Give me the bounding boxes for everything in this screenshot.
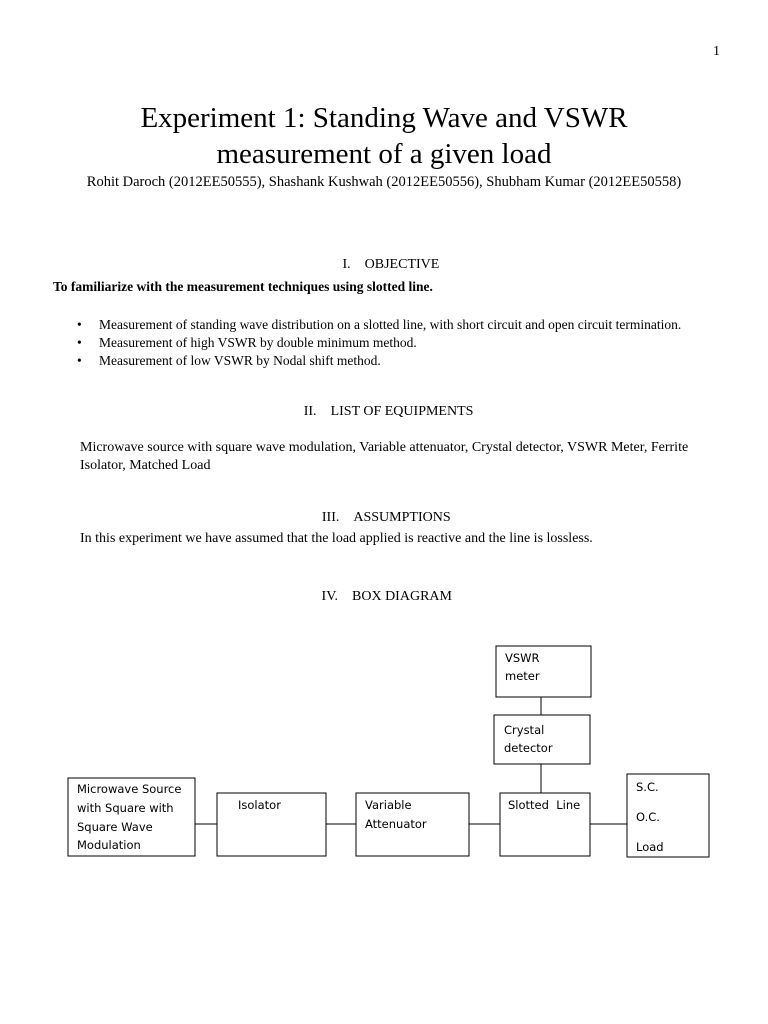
- section-title: ASSUMPTIONS: [353, 510, 451, 525]
- assumptions-text: In this experiment we have assumed that the load applied is reactive and the line is lossless.: [80, 531, 593, 546]
- section-title: OBJECTIVE: [364, 257, 440, 272]
- equipment-text: Microwave source with square wave modulation, Variable attenuator, Crystal detector, VSWR Meter, Ferrite Isolator, Matched Load: [80, 440, 689, 473]
- title-line-2: measurement of a given load: [216, 138, 552, 170]
- section-title: BOX DIAGRAM: [352, 589, 452, 604]
- crystal-detector-label-1: Crystal: [504, 723, 545, 737]
- source-label-2: with Square with: [77, 801, 174, 815]
- bullet-icon: •: [77, 317, 82, 332]
- source-label-4: Modulation: [77, 838, 141, 852]
- page-number: 1: [713, 44, 720, 59]
- authors: Rohit Daroch (2012EE50555), Shashank Kushwah (2012EE50556), Shubham Kumar (2012EE50558): [86, 174, 682, 190]
- section-number: I.: [342, 257, 351, 272]
- source-label-1: Microwave Source: [77, 782, 182, 796]
- objective-lead: To familiarize with the measurement techniques using slotted line.: [53, 279, 433, 294]
- attenuator-label-1: Variable: [365, 798, 412, 812]
- section-number: III.: [321, 510, 340, 525]
- list-item: • Measurement of standing wave distribution on a slotted line, with short circuit and open circuit termination.: [77, 317, 682, 332]
- section-number: II.: [303, 404, 317, 419]
- list-item: • Measurement of low VSWR by Nodal shift method.: [77, 353, 381, 368]
- section-number: IV.: [321, 589, 339, 604]
- load-label-sc: S.C.: [636, 780, 659, 794]
- slotted-line-label: Slotted Line: [508, 798, 581, 812]
- load-label-oc: O.C.: [636, 810, 660, 824]
- bullet-icon: •: [77, 335, 82, 350]
- title-line-1: Experiment 1: Standing Wave and VSWR: [140, 102, 628, 134]
- crystal-detector-label-2: detector: [504, 741, 553, 755]
- source-label-3: Square Wave: [77, 820, 153, 834]
- vswr-meter-label-1: VSWR: [505, 651, 540, 665]
- load-label-load: Load: [636, 840, 664, 854]
- vswr-meter-label-2: meter: [505, 669, 540, 683]
- attenuator-label-2: Attenuator: [365, 817, 427, 831]
- bullet-icon: •: [77, 353, 82, 368]
- section-title: LIST OF EQUIPMENTS: [330, 404, 474, 419]
- isolator-label: Isolator: [238, 798, 281, 812]
- list-item: • Measurement of high VSWR by double minimum method.: [77, 335, 417, 350]
